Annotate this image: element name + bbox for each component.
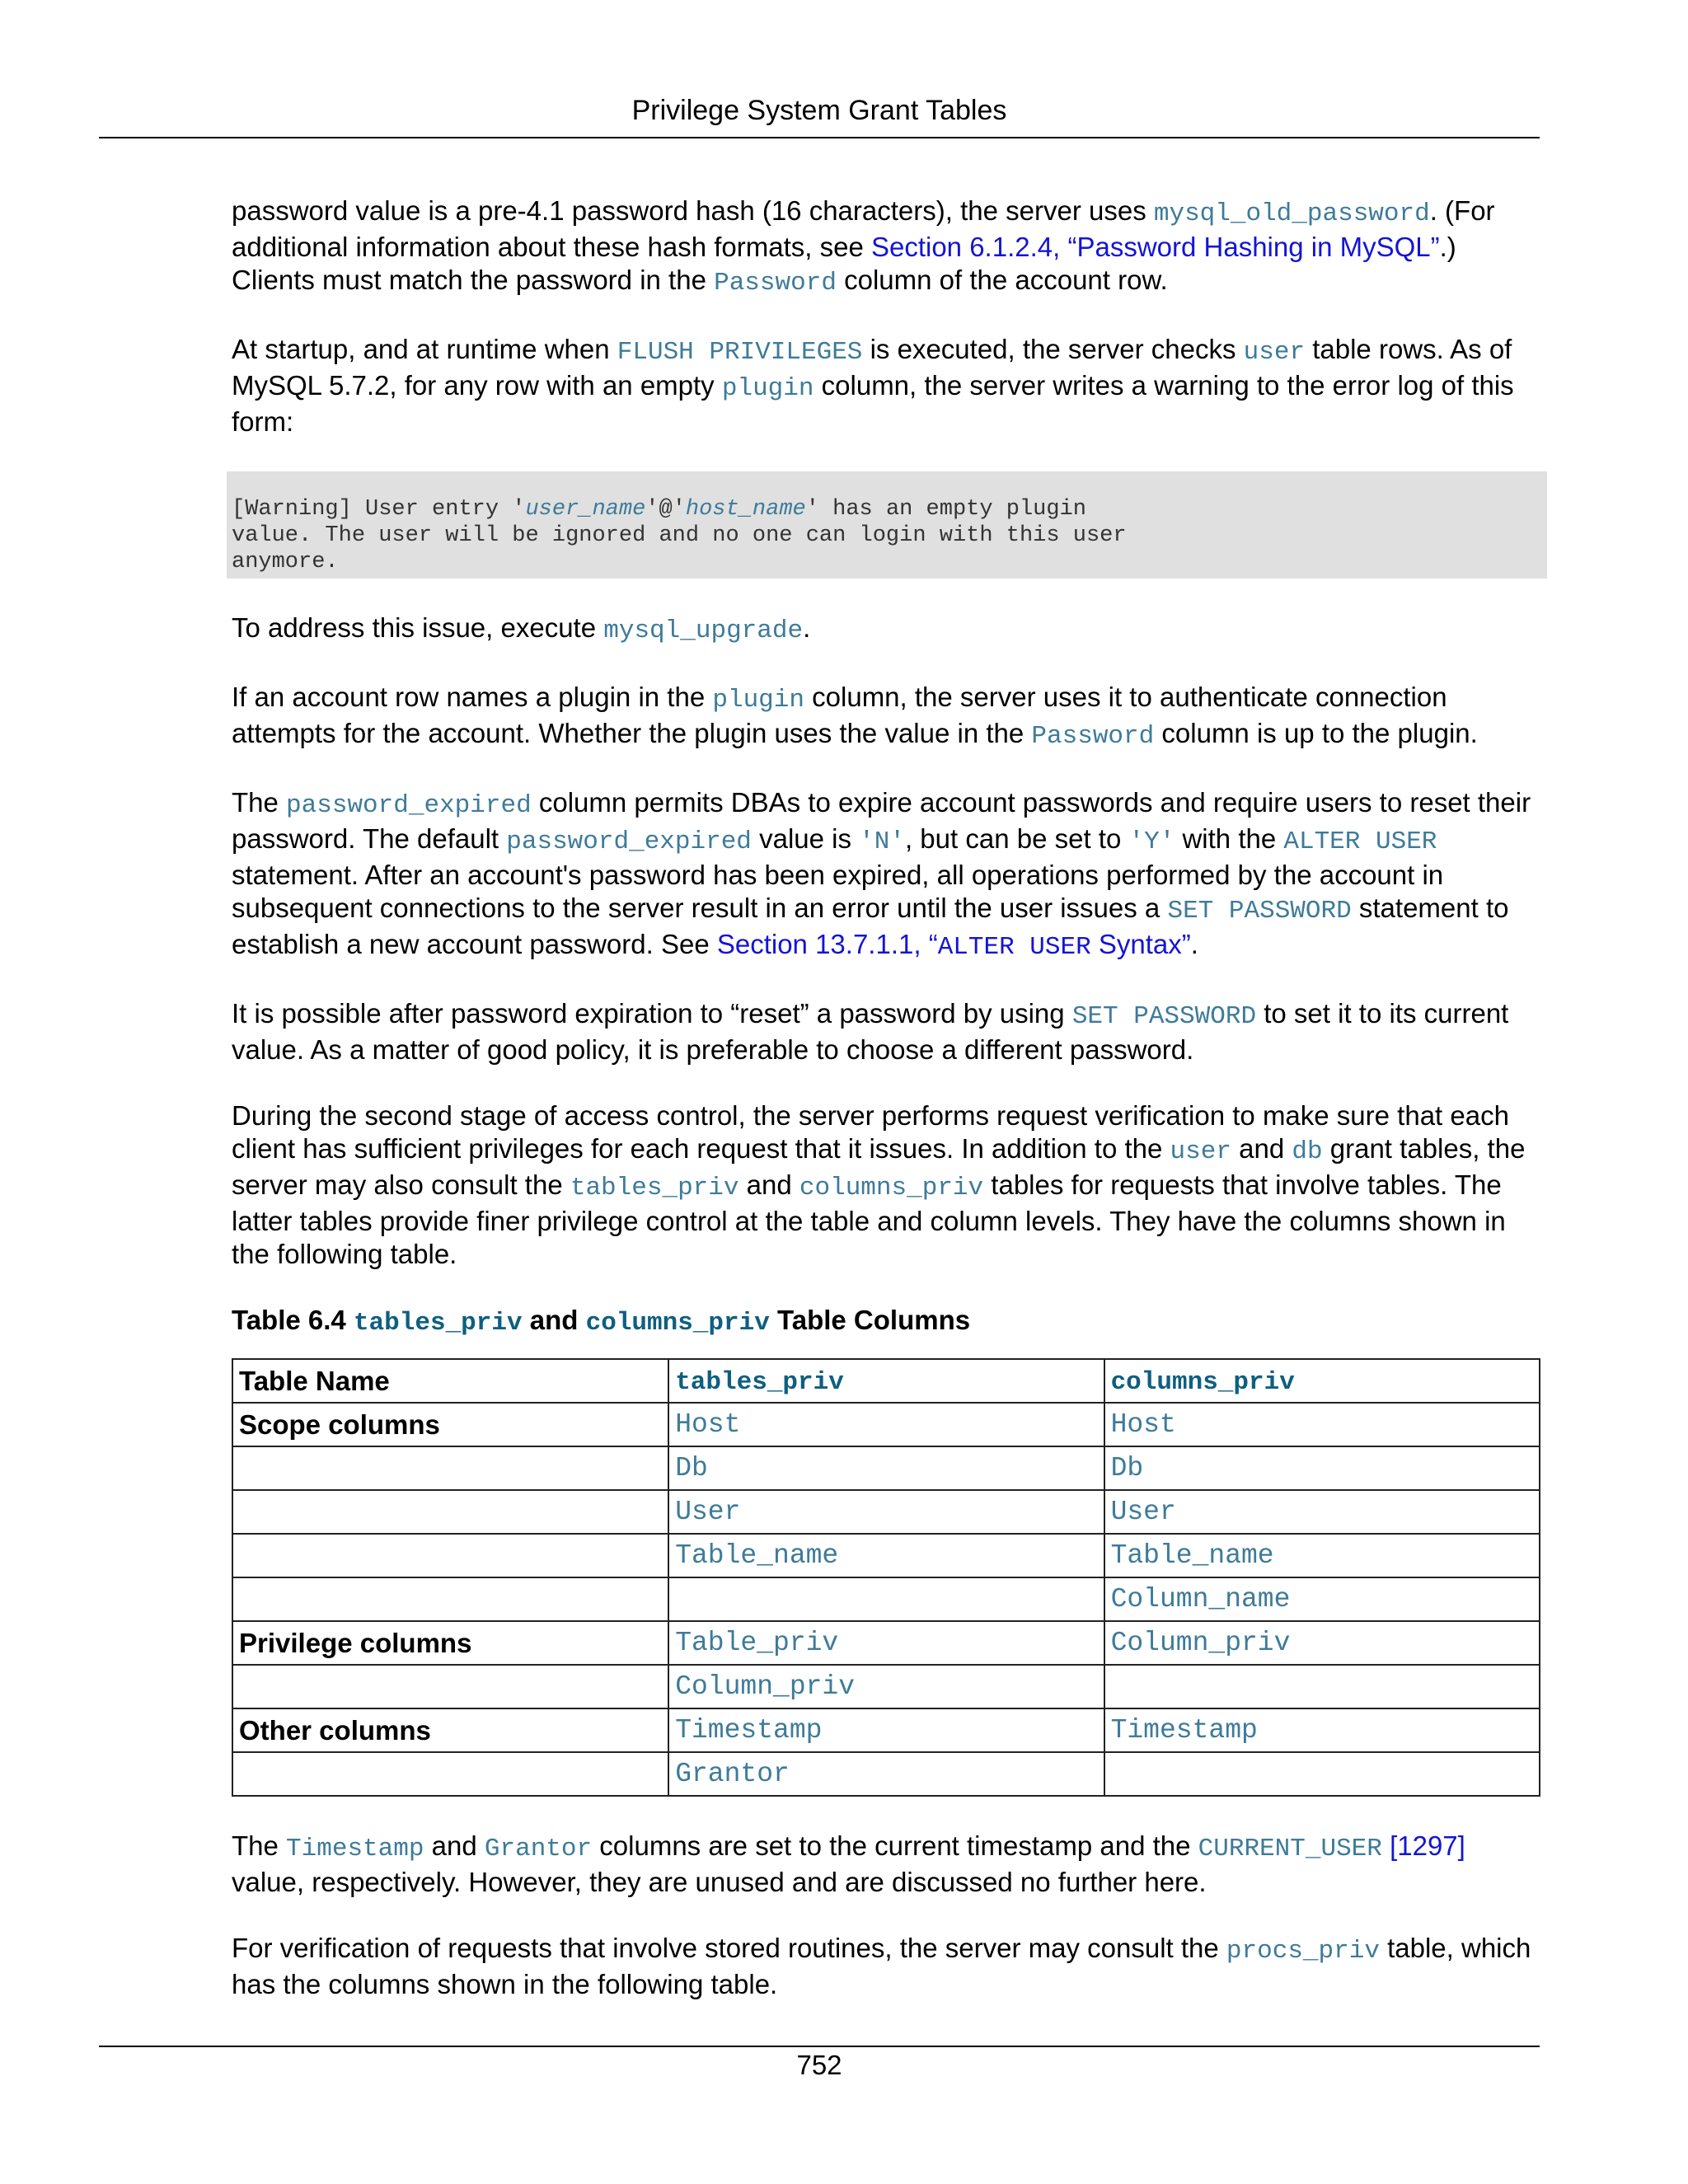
code-flush-privileges: FLUSH PRIVILEGES <box>617 338 863 367</box>
page-content <box>232 194 1542 2034</box>
table-row: Column_priv <box>232 1665 1540 1708</box>
paragraph-timestamp-grantor: The Timestamp and Grantor columns are set to the current timestamp and the CURRENT_USER [1297] value, respectively. However, they are unused and are discussed no further here. <box>232 1830 1465 1897</box>
code-password: Password <box>1031 722 1155 751</box>
code-password-expired: password_expired <box>286 791 532 820</box>
code-set-password: SET PASSWORD <box>1167 897 1352 926</box>
code-current-user: CURRENT_USER <box>1198 1835 1382 1863</box>
paragraph-second-stage: During the second stage of access control, the server performs request verification to make sure that each client has sufficient privileges for each request that it issues. In addition to the user and db grant tables, the server may also consult the tables_priv and columns_priv tables for requests that involve tables. The latter tables provide finer privilege control at the table and column levels. They have the columns shown in the following table. <box>232 1100 1526 1269</box>
header-table-name: Table Name <box>232 1359 668 1403</box>
table-row: Other columns Timestamp Timestamp <box>232 1708 1540 1752</box>
table-row: Db Db <box>232 1446 1540 1490</box>
page-number: 752 <box>796 2050 842 2080</box>
table-row: Grantor <box>232 1752 1540 1796</box>
table-caption: Table 6.4 tables_priv and columns_priv Table Columns <box>232 1305 971 1338</box>
code-set-password: SET PASSWORD <box>1071 1002 1257 1031</box>
code-alter-user: ALTER USER <box>1283 827 1437 856</box>
link-password-hashing[interactable]: Section 6.1.2.4, “Password Hashing in MySQL” <box>870 232 1440 262</box>
table-header-row <box>232 1359 1540 1403</box>
header-divider <box>99 137 1540 138</box>
warning-code-block: [Warning] User entry 'user_name'@'host_name' has an empty plugin value. The user will be ignored and no one can login with this user anymore. <box>227 471 1547 579</box>
code-plugin: plugin <box>712 686 804 715</box>
code-procs-priv: procs_priv <box>1226 1937 1380 1966</box>
table-row: Table_name Table_name <box>232 1534 1540 1577</box>
page-header: Privilege System Grant Tables <box>631 95 1007 126</box>
paragraph-mysql-upgrade: To address this issue, execute mysql_upgrade. <box>232 612 811 645</box>
header-columns-priv: columns_priv <box>1104 1359 1540 1403</box>
paragraph-reset-password: It is possible after password expiration to “reset” a password by using SET PASSWORD to set it to its current value. As a matter of good policy, it is preferable to choose a different password. <box>232 998 1509 1065</box>
paragraph-startup: At startup, and at runtime when FLUSH PRIVILEGES is executed, the server checks user table rows. As of MySQL 5.7.2, for any row with an empty plugin column, the server writes a warning to the error log of this form: <box>232 334 1514 437</box>
paragraph-password-hash: password value is a pre-4.1 password hash (16 characters), the server uses mysql_old_password. (For additional information about these hash formats, see Section 6.1.2.4, “Password Hashing in MySQL”.) Clients must match the password in the Password column of the account row. <box>232 195 1495 298</box>
code-timestamp: Timestamp <box>286 1835 424 1863</box>
link-alter-user-syntax[interactable]: Section 13.7.1.1, “ALTER USER Syntax” <box>716 929 1191 962</box>
link-current-user-ref[interactable]: [1297] <box>1381 1830 1465 1861</box>
table-row: User User <box>232 1490 1540 1534</box>
code-db: db <box>1292 1137 1323 1166</box>
columns-table <box>232 1358 1540 1797</box>
code-password: Password <box>714 269 837 298</box>
table-row: Scope columns Host Host <box>232 1403 1540 1446</box>
code-columns-priv: columns_priv <box>799 1174 984 1202</box>
code-user: user <box>1170 1137 1231 1166</box>
code-mysql-old-password: mysql_old_password <box>1153 199 1430 228</box>
table-row: Privilege columns Table_priv Column_priv <box>232 1621 1540 1665</box>
code-user: user <box>1243 338 1306 367</box>
code-y: 'Y' <box>1128 827 1175 856</box>
code-grantor: Grantor <box>484 1835 593 1863</box>
code-plugin: plugin <box>721 374 814 403</box>
header-tables-priv: tables_priv <box>668 1359 1104 1403</box>
code-password-expired: password_expired <box>506 827 752 856</box>
code-n: 'N' <box>859 827 905 856</box>
table-row: Column_name <box>232 1577 1540 1621</box>
paragraph-procs-priv: For verification of requests that involve stored routines, the server may consult the procs_priv table, which has the columns shown in the following table. <box>232 1933 1531 1999</box>
code-tables-priv: tables_priv <box>570 1174 739 1202</box>
paragraph-password-expired: The password_expired column permits DBAs to expire account passwords and require users to reset their password. The default password_expired value is 'N', but can be set to 'Y' with the ALTER USER statement. After an account's password has been expired, all operations performed by the account in subsequent connections to the server result in an error until the user issues a SET PASSWORD statement to establish a new account password. See Section 13.7.1.1, “ALTER USER Syntax”. <box>232 787 1531 962</box>
code-mysql-upgrade: mysql_upgrade <box>603 616 804 645</box>
paragraph-plugin: If an account row names a plugin in the plugin column, the server uses it to authenticate connection attempts for the account. Whether the plugin uses the value in the Password column is up to the plugin. <box>232 682 1478 751</box>
